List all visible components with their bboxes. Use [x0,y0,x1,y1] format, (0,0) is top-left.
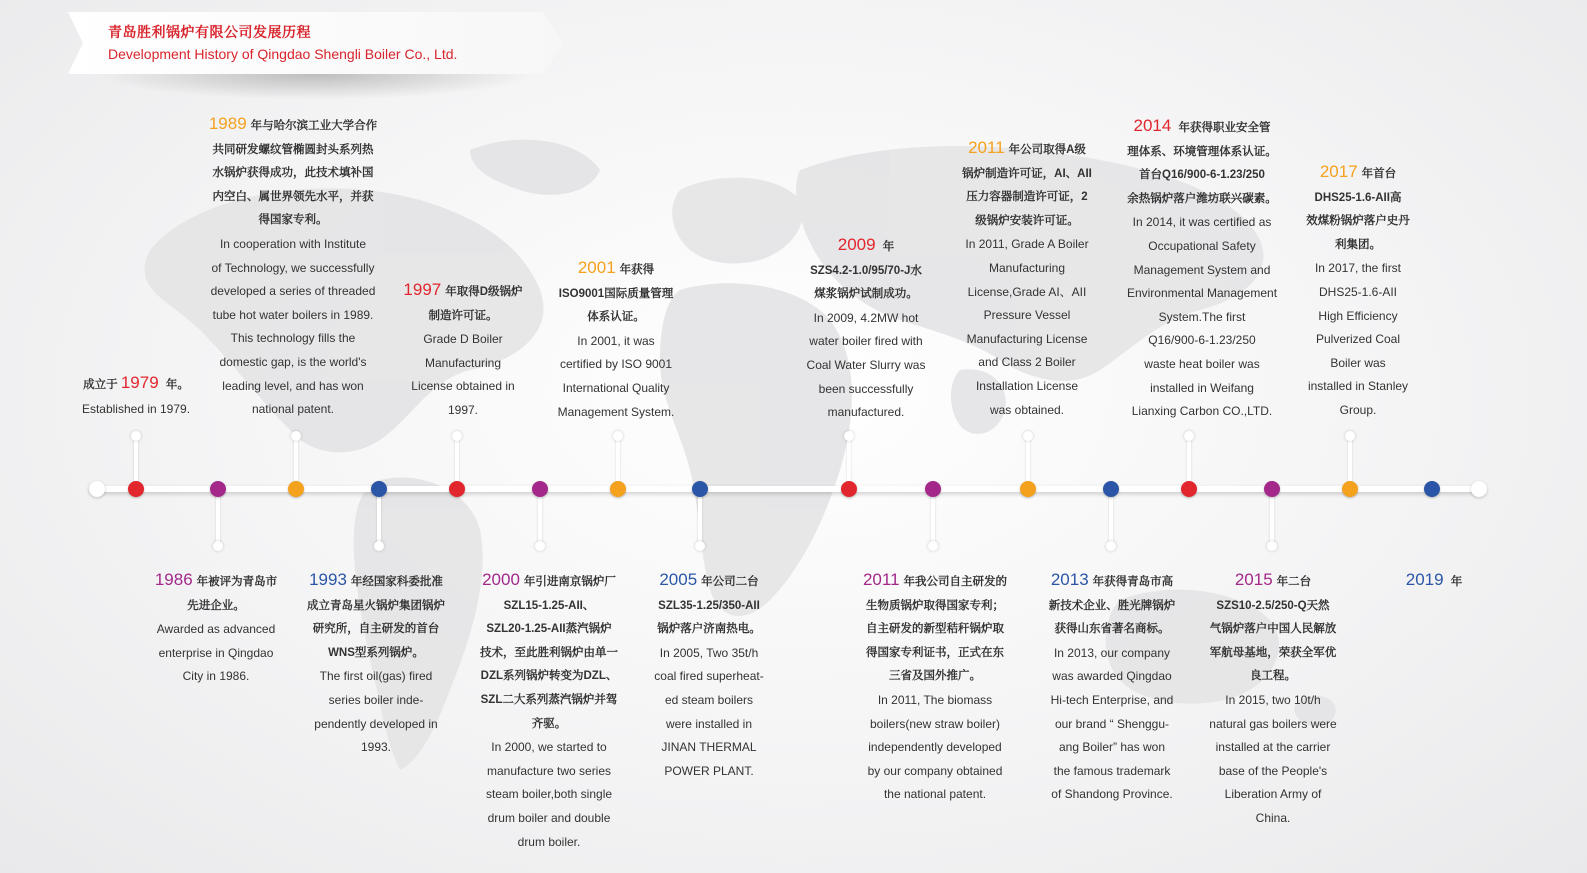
entry-heading-text: 年被评为青岛市 [196,576,278,588]
entry-line-en: steam boiler,both single [485,787,613,802]
entry-line-en: series boiler inde- [328,692,424,707]
timeline-entry-2011 [846,568,1024,807]
entry-line-cn: ISO9001国际质量管理 [558,287,674,300]
entry-line-en: was obtained. [989,402,1065,417]
entry-line-cn: 压力容器制造许可证，2 [966,191,1088,204]
entry-line-en: drum boiler. [517,834,581,849]
entry-line-en: manufacture two series [486,763,612,778]
entry-year: 1979 [120,373,159,392]
entry-line-cn: 新技术企业、胜光牌锅炉 [1048,599,1176,612]
entry-line-cn: 煤浆锅炉试制成功。 [814,288,918,301]
entry-line-en: The first oil(gas) fired [319,669,433,684]
entry-line-en: the national patent. [883,787,987,802]
timeline-stem-end [1184,431,1194,441]
entry-line-en: In 2011, Grade A Boiler [965,237,1089,252]
entry-line-en: License,Grade AI、AII [967,284,1087,299]
timeline-entry-1986 [140,568,292,689]
entry-line-en: In 2000, we started to [491,740,607,755]
entry-year: 2013 [1050,570,1089,589]
timeline-entry-2000 [466,568,632,854]
entry-line-cn: 共同研发螺纹管椭圆封头系列热 [212,143,374,156]
entry-line-cn: 气锅炉落户中国人民解放 [1209,623,1337,636]
entry-line-en: Liberation Army of [1224,787,1322,802]
entry-year: 2014 [1133,116,1172,135]
entry-line-cn: DHS25-1.6-AII高 [1314,191,1402,204]
timeline-entry-2017 [1292,160,1424,423]
timeline-stem [134,436,138,486]
entry-line-en: 1993. [360,740,392,755]
timeline-stem [1270,492,1274,544]
entry-line-en: In 2011, The biomass [877,692,993,707]
timeline-stem-end [535,541,545,551]
entry-line-cn: SZL二大系列蒸汽锅炉并驾 [480,693,618,706]
entry-line-cn: 级锅炉安装许可证。 [975,214,1079,227]
timeline-entry-2015 [1192,568,1354,831]
timeline-stem-end [1106,541,1116,551]
timeline-stem [1109,492,1113,544]
entry-line-en: installed in Stanley [1307,379,1409,394]
timeline-dot-2001 [610,481,626,497]
timeline-stem-end [1267,541,1277,551]
entry-line-en: ed steam boilers [664,692,754,707]
entry-heading-text: 年与哈尔滨工业大学合作 [250,120,378,132]
entry-line-en: drum boiler and double [487,810,611,825]
entry-line-cn: 研究所，自主研发的首台 [312,623,440,636]
timeline-stem [455,436,459,486]
timeline-stem [538,492,542,544]
entry-line-en: certified by ISO 9001 [559,357,673,372]
timeline-dot-1997 [449,481,465,497]
entry-lead: 成立于 [83,379,121,391]
entry-year: 2009 [837,235,876,254]
entry-line-cn: 首台Q16/900-6-1.23/250 [1139,169,1265,182]
entry-line-cn: 利集团。 [1335,238,1381,251]
timeline-entry-1997 [390,278,536,423]
entry-line-en: Management System. [557,404,675,419]
timeline-entry-2014 [1110,114,1294,424]
entry-line-en: independently developed [868,740,1002,755]
timeline-dot-2015 [1264,481,1280,497]
entry-line-cn: 先进企业。 [187,599,245,612]
entry-line-en: Awarded as advanced [156,622,276,637]
entry-line-en: installed in Weifang [1150,380,1254,395]
entry-line-cn: 得国家专利证书，正式在东 [866,646,1004,659]
timeline-entry-2001 [544,256,688,424]
entry-line-cn: 制造许可证。 [428,309,498,322]
timeline-entry-2011 [948,136,1106,422]
timeline-stem-end [213,541,223,551]
entry-line-en: pendently developed in [314,716,438,731]
entry-line-cn: 效煤粉锅炉落户史丹 [1306,215,1410,228]
entry-line-en: International Quality [562,380,670,395]
timeline-entry-2005 [634,568,784,783]
timeline-stem [1187,436,1191,486]
entry-line-cn: DZL系列锅炉转变为DZL、 [480,670,618,683]
entry-line-en: Boiler was [1330,355,1386,370]
entry-heading-text: 年获得 [619,264,655,276]
entry-heading [140,568,292,595]
entry-line-cn: 锅炉落户济南热电。 [657,623,761,636]
entry-heading-text: 年公司取得A级 [1008,144,1086,156]
entry-line-en: In 2001, it was [577,333,655,348]
entry-line-cn: 生物质锅炉取得国家专利； [866,599,1004,612]
entry-line-cn: 技术，至此胜利锅炉由单一 [480,646,618,659]
entry-line-cn: 获得山东省著名商标。 [1054,623,1170,636]
timeline-stem-end [928,541,938,551]
entry-line-en: Group. [1339,402,1377,417]
entry-year: 2001 [577,258,616,277]
timeline-stem [616,436,620,486]
title-chinese: 青岛胜利锅炉有限公司发展历程 [108,24,311,40]
entry-heading [1030,568,1194,595]
entry-line-cn: 自主研发的新型秸秆锅炉取 [866,623,1004,636]
entry-line-en: Pulverized Coal [1315,332,1401,347]
entry-heading [846,568,1024,595]
entry-line-en: License obtained in [411,379,515,394]
entry-line-en: natural gas boilers were [1209,716,1337,731]
timeline-dot-2014 [1181,481,1197,497]
entry-line-cn: 齐驱。 [531,717,567,730]
timeline-stem [1348,436,1352,486]
entry-line-cn: SZS10-2.5/250-Q天然 [1216,599,1330,612]
entry-line-en: of Shandong Province. [1051,787,1173,802]
entry-line-en: JINAN THERMAL [661,740,757,755]
entry-heading [1292,160,1424,187]
entry-heading [1110,114,1294,141]
entry-line-cn: 体系认证。 [587,311,645,324]
entry-heading [390,278,536,305]
entry-line-en: Hi-tech Enterprise, and [1050,692,1174,707]
entry-line-en: installed at the carrier [1215,740,1331,755]
entry-heading [196,112,390,139]
entry-year: 1986 [154,570,193,589]
entry-line-en: In 2017, the first [1314,261,1402,276]
timeline-stem-end [613,431,623,441]
entry-line-cn: SZS4.2-1.0/95/70-J水 [810,264,922,277]
timeline-stem [294,436,298,486]
entry-line-en: been successfully [818,381,914,396]
timeline-entry-2009 [790,233,942,425]
entry-line-en: Q16/900-6-1.23/250 [1148,333,1256,348]
entry-line-cn: 余热锅炉落户潍坊联兴碳素。 [1127,192,1277,205]
header-shadow [95,74,535,100]
entry-line-cn: SZL15-1.25-AII、 [503,599,595,612]
entry-line-en: Pressure Vessel [983,308,1071,323]
entry-line-en: boilers(new straw boiler) [869,716,1001,731]
entry-line-en: Established in 1979. [81,401,191,416]
entry-line-en: of Technology, we successfully [211,260,375,275]
timeline-stem-end [695,541,705,551]
timeline-stem-end [452,431,462,441]
entry-line-en: enterprise in Qingdao [158,645,274,660]
timeline-dot-2009 [841,481,857,497]
timeline-dot-2005 [692,481,708,497]
timeline-entry-1979 [52,371,220,421]
timeline-stem [698,492,702,544]
entry-year: 1989 [208,114,247,133]
timeline-dot-2013 [1103,481,1119,497]
timeline-dot-1979 [128,481,144,497]
entry-line-en: In cooperation with Institute [219,236,367,251]
entry-line-en: Manufacturing License [966,331,1088,346]
entry-heading-text: 年取得D级锅炉 [445,286,523,298]
entry-line-cn: WNS型系列锅炉。 [328,646,424,659]
entry-line-en: Occupational Safety [1148,238,1256,253]
entry-line-en: ang Boiler” has won [1058,740,1166,755]
entry-line-en: was awarded Qingdao [1052,669,1172,684]
timeline-entry-1993 [292,568,460,760]
entry-line-en: Lianxing Carbon CO.,LTD. [1131,404,1273,419]
entry-heading [1192,568,1354,595]
timeline-stem [847,436,851,486]
entry-line-en: China. [1255,810,1291,825]
entry-line-en: Environmental Management [1126,286,1278,301]
entry-year: 2005 [659,570,698,589]
timeline-stem [931,492,935,544]
timeline-stem [377,492,381,544]
entry-line-en: base of the People's [1218,763,1328,778]
timeline-dot-1993 [371,481,387,497]
entry-line-en: our brand “ Shenggu- [1054,716,1170,731]
entry-heading-text: 年引进南京锅炉厂 [523,576,616,588]
entry-line-en: Installation License [975,378,1079,393]
entry-line-en: leading level, and has won [222,378,364,393]
entry-year: 2000 [482,570,520,589]
entry-line-en: In 2005, Two 35t/h [659,645,759,660]
entry-line-cn: 锅炉制造许可证，AI、AII [962,167,1092,180]
entry-heading-text: 年 [879,241,895,253]
entry-heading [634,568,784,595]
entry-line-en: In 2015, two 10t/h [1225,692,1321,707]
entry-line-en: national patent. [251,402,335,417]
entry-line-en: were installed in [665,716,753,731]
entry-line-cn: 军航母基地，荣获全军优 [1209,646,1337,659]
entry-line-en: Manufacturing [988,260,1066,275]
timeline-dot-2019 [1424,481,1440,497]
entry-line-en: High Efficiency [1318,308,1398,323]
entry-line-cn: SZL35-1.25/350-AII [658,599,760,612]
entry-heading-text: 年经国家科委批准 [350,576,443,588]
timeline-start-cap [89,481,105,497]
entry-line-en: and Class 2 Boiler [978,355,1076,370]
entry-line-en: System.The first [1158,309,1246,324]
entry-heading-text: 年二台 [1276,576,1312,588]
entry-heading [544,256,688,283]
timeline-stem-end [1023,431,1033,441]
entry-year: 2011 [968,138,1005,157]
timeline-dot-2011 [925,481,941,497]
entry-heading [466,568,632,595]
timeline-dot-2011 [1020,481,1036,497]
entry-heading-text: 年。 [162,379,189,391]
timeline-stem-end [131,431,141,441]
entry-year: 2019 [1405,570,1444,589]
entry-heading [52,371,220,398]
entry-year: 2017 [1319,162,1358,181]
entry-heading-text: 年获得青岛市高 [1092,576,1174,588]
entry-heading-text: 年 [1447,576,1463,588]
entry-heading [790,233,942,260]
entry-heading-text: 年公司二台 [701,576,759,588]
entry-line-en: developed a series of threaded [210,284,376,299]
entry-heading-text: 年我公司自主研发的 [903,576,1008,588]
entry-line-en: manufactured. [827,405,905,420]
entry-heading [1392,568,1476,595]
entry-line-en: Grade D Boiler [423,332,503,347]
entry-heading [292,568,460,595]
entry-line-en: Coal Water Slurry was [806,357,926,372]
title-english: Development History of Qingdao Shengli Boiler Co., Ltd. [108,46,458,62]
timeline-dot-2000 [532,481,548,497]
entry-year: 1997 [403,280,442,299]
entry-line-en: water boiler fired with [809,334,923,349]
entry-heading-text: 年获得职业安全管 [1175,122,1271,134]
timeline-stem-end [844,431,854,441]
entry-year: 1993 [309,570,347,589]
entry-line-en: This technology fills the [230,331,356,346]
entry-line-en: waste heat boiler was [1144,356,1260,371]
entry-line-en: domestic gap, is the world's [219,354,367,369]
entry-line-en: tube hot water boilers in 1989. [212,307,374,322]
timeline-stem [216,492,220,544]
entry-line-cn: 成立青岛星火锅炉集团锅炉 [307,599,445,612]
entry-year: 2011 [862,570,900,589]
entry-line-en: In 2014, it was certified as [1132,215,1272,230]
entry-line-en: Manufacturing [424,355,502,370]
timeline-entry-2013 [1030,568,1194,807]
entry-heading [948,136,1106,163]
timeline-stem [1026,436,1030,486]
timeline-entry-1989 [196,112,390,422]
timeline-dot-2017 [1342,481,1358,497]
entry-heading-text: 年首台 [1361,168,1397,180]
timeline-stem-end [1345,431,1355,441]
timeline-dot-1989 [288,481,304,497]
timeline-stem-end [374,541,384,551]
timeline-entry-2019 [1392,568,1476,595]
entry-line-en: DHS25-1.6-AII [1318,284,1398,299]
entry-line-cn: 良工程。 [1250,670,1296,683]
entry-line-en: the famous trademark [1053,763,1171,778]
entry-line-en: by our company obtained [867,763,1003,778]
timeline-dot-1986 [210,481,226,497]
timeline-end-cap [1471,481,1487,497]
entry-line-en: In 2013, our company [1053,645,1171,660]
timeline-stem-end [291,431,301,441]
entry-line-cn: 水锅炉获得成功，此技术填补国 [212,167,374,180]
entry-line-en: coal fired superheat- [654,669,764,684]
entry-line-cn: 内空白、属世界领先水平，并获 [212,190,374,203]
entry-line-en: POWER PLANT. [664,763,754,778]
entry-line-en: 1997. [447,402,479,417]
entry-line-cn: SZL20-1.25-AII蒸汽锅炉 [486,623,612,636]
entry-line-en: Management System and [1133,262,1271,277]
entry-line-cn: 得国家专利。 [258,214,328,227]
entry-line-en: City in 1986. [182,669,250,684]
entry-line-cn: 三省及国外推广。 [889,670,981,683]
entry-year: 2015 [1234,570,1273,589]
entry-line-en: In 2009, 4.2MW hot [813,310,919,325]
entry-line-cn: 理体系、环境管理体系认证。 [1127,145,1277,158]
